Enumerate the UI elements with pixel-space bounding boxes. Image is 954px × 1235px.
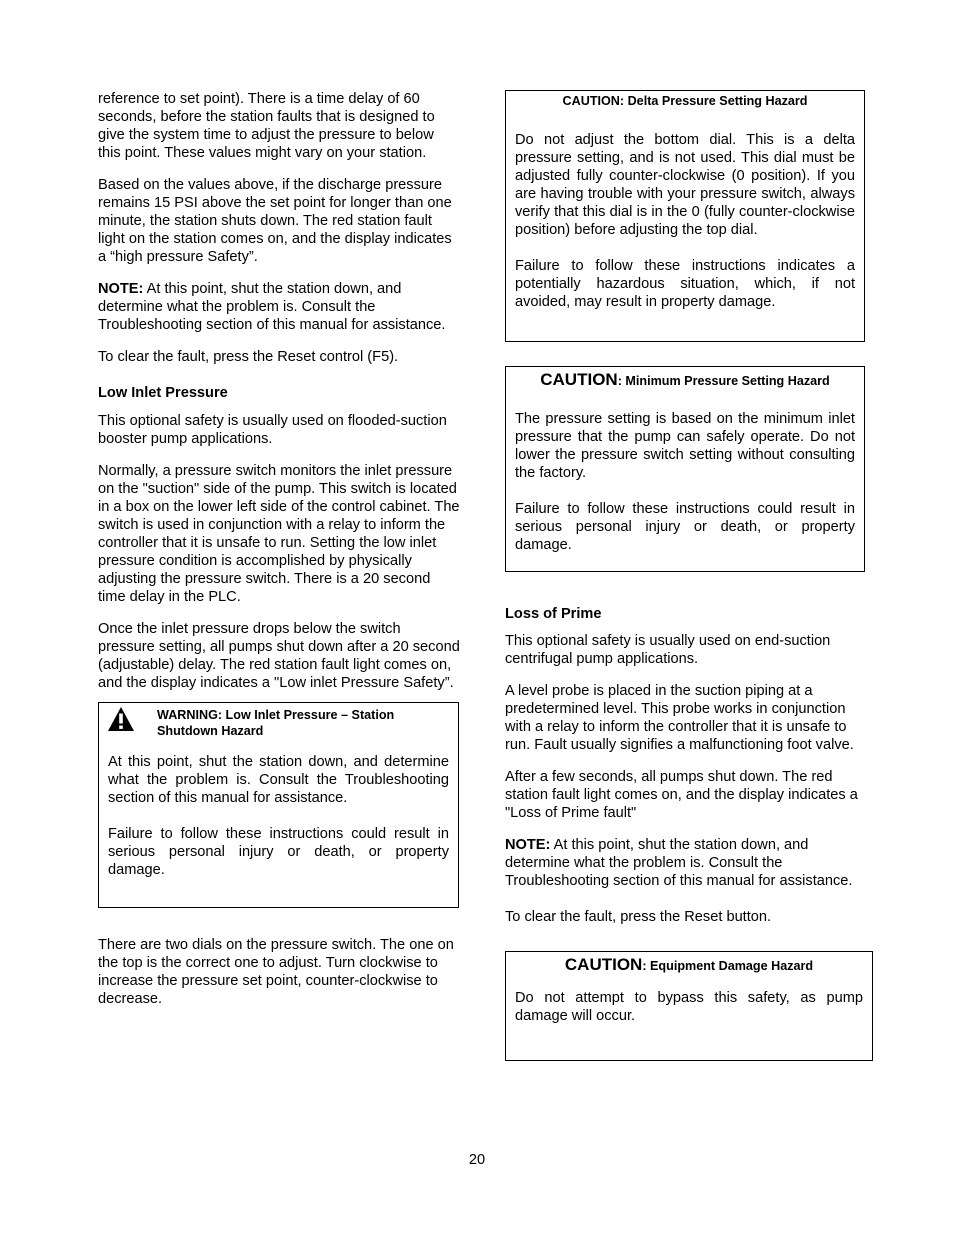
note-text-right: At this point, shut the station down, and determine what the problem is. Consult the Troubleshooting section of this manual for assistance. — [505, 837, 853, 889]
paragraph-pressure-switch: Normally, a pressure switch monitors the inlet pressure on the "suction" side of the pump. This switch is located in a box on the lower left side of the control cabinet. The switch is used in conjunction with a relay to inform the controller that it is unsafe to run. Setting the low inlet pressure condition is accomplished by physically adjusting the pressure switch. There is a 20 second time delay in the PLC. — [98, 463, 460, 605]
caution-box-delta-text-2: Failure to follow these instructions indicates a potentially hazardous situation, which, if not avoided, may result in property damage. — [515, 258, 855, 310]
note-paragraph-right — [505, 836, 875, 890]
left-column — [98, 90, 460, 1022]
note-paragraph — [98, 280, 460, 334]
warning-box-text-1: At this point, shut the station down, and determine what the problem is. Consult the Troubleshooting section of this manual for assistance. — [108, 754, 449, 806]
paragraph-clear-fault: To clear the fault, press the Reset control (F5). — [98, 349, 399, 365]
paragraph-flooded-suction: This optional safety is usually used on flooded-suction booster pump applications. — [98, 413, 447, 447]
paragraph-clear-reset: To clear the fault, press the Reset button. — [505, 909, 772, 925]
caution-box-delta-pressure — [505, 90, 865, 342]
paragraph-inlet-drop: Once the inlet pressure drops below the switch pressure setting, all pumps shut down after a 20 second (adjustable) delay. The red station fault light comes on, and the display indicates a "Low inlet Pressure Safety”. — [98, 621, 460, 691]
note-text: At this point, shut the station down, and determine what the problem is. Consult the Troubleshooting section of this manual for assistance. — [98, 281, 446, 333]
page-number: 20 — [468, 1152, 486, 1168]
paragraph-pumps-shut-down: After a few seconds, all pumps shut down. The red station fault light comes on, and the display indicates a "Loss of Prime fault" — [505, 769, 858, 821]
warning-box-low-inlet — [98, 702, 459, 908]
caution-box-delta-title: CAUTION: Delta Pressure Setting Hazard — [562, 94, 808, 108]
caution-subtitle: : Minimum Pressure Setting Hazard — [617, 374, 830, 388]
caution-box-equip-text: Do not attempt to bypass this safety, as pump damage will occur. — [515, 990, 863, 1024]
caution-box-delta-text-1: Do not adjust the bottom dial. This is a delta pressure setting, and is not used. This dial must be adjusted fully counter-clockwise (0 position). If you are having trouble with your pressure switch, always verify that this dial is in the 0 (fully counter-clockwise position) before adjusting the top dial. — [515, 132, 855, 238]
heading-low-inlet-pressure: Low Inlet Pressure — [98, 385, 228, 401]
warning-box-text-2: Failure to follow these instructions could result in serious personal injury or death, or property damage. — [108, 826, 449, 878]
caution-box-min-text-2: Failure to follow these instructions could result in serious personal injury or death, or property damage. — [515, 501, 855, 553]
caution-box-min-title — [515, 369, 855, 392]
caution-box-minimum-pressure — [505, 366, 865, 572]
caution-box-min-text-1: The pressure setting is based on the minimum inlet pressure that the pump can safely operate. Do not lower the pressure switch setting without consulting the factory. — [515, 411, 855, 481]
paragraph-end-suction: This optional safety is usually used on end-suction centrifugal pump applications. — [505, 633, 831, 667]
paragraph-time-delay: reference to set point). There is a time delay of 60 seconds, before the station faults that is designed to give the system time to adjust the pressure to below this point. These values might vary on your station. — [98, 91, 435, 161]
paragraph-level-probe: A level probe is placed in the suction piping at a predetermined level. This probe works in conjunction with a relay to inform the controller that it is unsafe to run. Fault usually signifies a malfunctioning foot valve. — [505, 683, 854, 753]
heading-loss-of-prime: Loss of Prime — [505, 606, 602, 622]
right-column — [505, 90, 875, 1061]
note-label-right: NOTE: — [505, 837, 551, 853]
caution-box-equip-title — [515, 954, 863, 977]
caution-word: CAUTION — [540, 370, 618, 389]
caution-box-equipment-damage — [505, 951, 873, 1061]
caution-word-equip: CAUTION — [564, 955, 643, 974]
paragraph-two-dials: There are two dials on the pressure switch. The one on the top is the correct one to adjust. Turn clockwise to increase the pressure set point, counter-clockwise to decrease. — [98, 937, 454, 1007]
note-label: NOTE: — [98, 281, 144, 297]
caution-subtitle-equip: : Equipment Damage Hazard — [642, 959, 814, 973]
warning-box-title: WARNING: Low Inlet Pressure – Station Shutdown Hazard — [157, 708, 395, 738]
warning-triangle-icon — [107, 706, 135, 732]
paragraph-high-pressure: Based on the values above, if the discharge pressure remains 15 PSI above the set point for longer than one minute, the station shuts down. The red station fault light on the station comes on, and the display indicates a “high pressure Safety”. — [98, 177, 452, 265]
